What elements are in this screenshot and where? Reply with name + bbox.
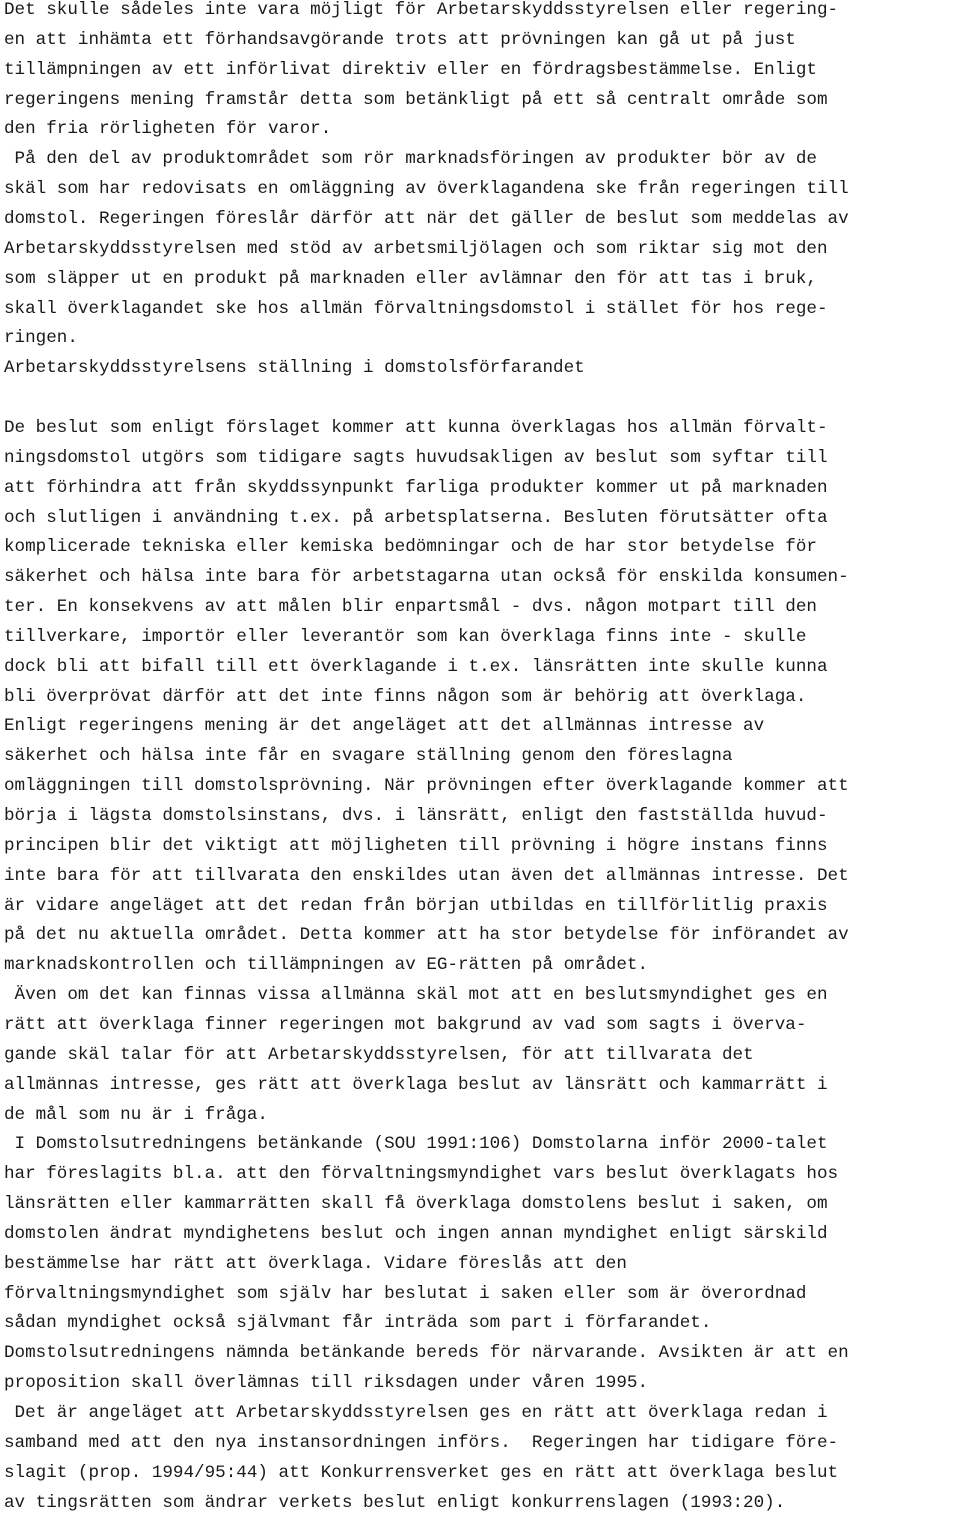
text-line: dock bli att bifall till ett överklagande i t.ex. länsrätten inte skulle kunna <box>4 656 828 677</box>
text-line: I Domstolsutredningens betänkande (SOU 1991:106) Domstolarna inför 2000-talet <box>4 1134 828 1155</box>
text-line: regeringens mening framstår detta som betänkligt på ett så centralt område som <box>4 89 828 110</box>
text-line: skall överklagandet ske hos allmän förvaltningsdomstol i stället för hos rege- <box>4 298 828 319</box>
text-line: och slutligen i användning t.ex. på arbetsplatserna. Besluten förutsätter ofta <box>4 507 828 528</box>
text-line: slagit (prop. 1994/95:44) att Konkurrensverket ges en rätt att överklaga beslut <box>4 1462 839 1483</box>
text-line: som släpper ut en produkt på marknaden eller avlämnar den för att tas i bruk, <box>4 268 817 289</box>
text-line: proposition skall överlämnas till riksdagen under våren 1995. <box>4 1373 649 1394</box>
text-line: Enligt regeringens mening är det angeläget att det allmännas intresse av <box>4 716 765 737</box>
text-line: sådan myndighet också självmant får inträda som part i förfarandet. <box>4 1313 712 1334</box>
text-line: ter. En konsekvens av att målen blir enpartsmål - dvs. någon motpart till den <box>4 597 817 617</box>
text-line: Arbetarskyddsstyrelsen med stöd av arbetsmiljölagen och som riktar sig mot den <box>4 238 828 259</box>
text-line: tillämpningen av ett införlivat direktiv eller en fördragsbestämmelse. Enligt <box>4 59 817 80</box>
text-line: att förhindra att från skyddssynpunkt farliga produkter kommer ut på marknaden <box>4 477 828 498</box>
text-line: förvaltningsmyndighet som själv har beslutat i saken eller som är överordnad <box>4 1283 807 1304</box>
text-line: säkerhet och hälsa inte får en svagare ställning genom den föreslagna <box>4 746 733 767</box>
text-line: bli överprövat därför att det inte finns någon som är behörig att överklaga. <box>4 686 807 707</box>
text-line: skäl som har redovisats en omläggning av överklagandena ske från regeringen till <box>4 179 849 200</box>
text-line: inte bara för att tillvarata den enskildes utan även det allmännas intresse. Det <box>4 865 849 886</box>
text-line: principen blir det viktigt att möjligheten till prövning i högre instans finns <box>4 835 828 856</box>
text-line: De beslut som enligt förslaget kommer att kunna överklagas hos allmän förvalt- <box>4 417 828 438</box>
text-line: omläggningen till domstolsprövning. När prövningen efter överklagande kommer att <box>4 776 849 797</box>
text-line: de mål som nu är i fråga. <box>4 1104 268 1125</box>
text-line: Arbetarskyddsstyrelsens ställning i domstolsförfarandet <box>4 358 585 379</box>
text-line: Det skulle sådeles inte vara möjligt för Arbetarskyddsstyrelsen eller regering- <box>4 0 839 20</box>
text-line: samband med att den nya instansordningen införs. Regeringen har tidigare före- <box>4 1432 839 1453</box>
text-line: börja i lägsta domstolsinstans, dvs. i länsrätt, enligt den fastställda huvud- <box>4 806 828 826</box>
text-line: marknadskontrollen och tillämpningen av EG-rätten på området. <box>4 955 649 976</box>
text-line: allmännas intresse, ges rätt att överklaga beslut av länsrätt och kammarrätt i <box>4 1074 828 1095</box>
text-line: Domstolsutredningens nämnda betänkande bereds för närvarande. Avsikten är att en <box>4 1343 849 1364</box>
text-line: bestämmelse har rätt att överklaga. Vidare föreslås att den <box>4 1253 627 1274</box>
text-line: säkerhet och hälsa inte bara för arbetstagarna utan också för enskilda konsumen- <box>4 567 849 588</box>
text-line: Även om det kan finnas vissa allmänna skäl mot att en beslutsmyndighet ges en <box>4 985 828 1006</box>
text-line: en att inhämta ett förhandsavgörande trots att prövningen kan gå ut på just <box>4 29 796 50</box>
text-line: på det nu aktuella området. Detta kommer att ha stor betydelse för införandet av <box>4 925 849 946</box>
text-line: ringen. <box>4 328 78 349</box>
text-line: ningsdomstol utgörs som tidigare sagts huvudsakligen av beslut som syftar till <box>4 447 828 468</box>
text-line: rätt att överklaga finner regeringen mot bakgrund av vad som sagts i överva- <box>4 1014 807 1035</box>
text-line: tillverkare, importör eller leverantör som kan överklaga finns inte - skulle <box>4 626 807 647</box>
text-line: domstol. Regeringen föreslår därför att när det gäller de beslut som meddelas av <box>4 209 849 229</box>
text-line: gande skäl talar för att Arbetarskyddsstyrelsen, för att tillvarata det <box>4 1044 754 1065</box>
text-line: är vidare angeläget att det redan från början utbildas en tillförlitlig praxis <box>4 895 828 916</box>
text-line: komplicerade tekniska eller kemiska bedömningar och de har stor betydelse för <box>4 537 817 558</box>
text-line: den fria rörligheten för varor. <box>4 119 332 140</box>
text-line: domstolen ändrat myndighetens beslut och ingen annan myndighet enligt särskild <box>4 1223 828 1244</box>
text-line: Det är angeläget att Arbetarskyddsstyrelsen ges en rätt att överklaga redan i <box>4 1403 828 1423</box>
text-line: har föreslagits bl.a. att den förvaltningsmyndighet vars beslut överklagats hos <box>4 1164 839 1185</box>
text-line: länsrätten eller kammarrätten skall få överklaga domstolens beslut i saken, om <box>4 1194 828 1214</box>
text-line: På den del av produktområdet som rör marknadsföringen av produkter bör av de <box>4 149 817 170</box>
text-line: av tingsrätten som ändrar verkets beslut enligt konkurrenslagen (1993:20). <box>4 1492 786 1513</box>
